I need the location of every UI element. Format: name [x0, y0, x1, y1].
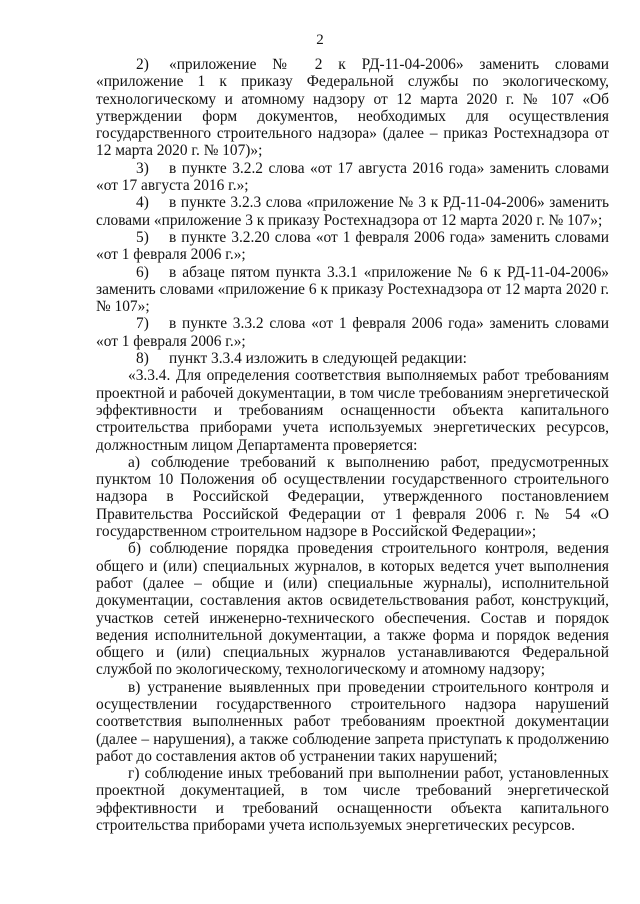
list-item-7 — [96, 315, 609, 350]
item-number: 8) — [136, 350, 149, 368]
item-number: 4) — [136, 194, 149, 212]
list-item-6 — [96, 264, 609, 316]
quoted-subitem-c: в) устранение выявленных при проведении строительного контроля и осуществлении государственного строительного надзора нарушений соответствия выполненных работ требованиям проектной документации (далее – нарушения), а также соблюдение запрета приступать к продолжению работ до составления актов об устранении таких нарушений; — [96, 678, 609, 765]
item-number: 2) — [136, 56, 149, 73]
list-item-2 — [96, 56, 609, 160]
item-number: 3) — [136, 159, 149, 177]
quoted-subitem-d: г) соблюдение иных требований при выполнении работ, установленных проектной документацией, в том числе требований энергетической эффективности и требований оснащенности объекта капитального строительства приборами учета используемых энергетических ресурсов. — [96, 765, 609, 835]
list-item-8 — [96, 350, 609, 367]
page-number: 2 — [316, 32, 324, 48]
list-item-4 — [96, 194, 609, 229]
item-number: 7) — [136, 315, 149, 333]
item-text: в абзаце пятом пункта 3.3.1 «приложение № 6 к РД-11-04-2006» заменить словами «приложение 6 к приказу Ростехнадзора от 12 марта 2020 г. № 107»; — [96, 263, 609, 316]
item-text: в пункте 3.2.3 слова «приложение № 3 к РД-11-04-2006» заменить словами «приложение 3 к приказу Ростехнадзора от 12 марта 2020 г. № 107»; — [96, 194, 609, 229]
quoted-subitem-a: а) соблюдение требований к выполнению работ, предусмотренных пунктом 10 Положения об осуществлении государственного строительного надзора в Российской Федерации, утвержденного постановлением Правительства Российской Федерации от 1 февраля 2006 г. № 54 «О государственном строительном надзоре в Российской Федерации»; — [96, 453, 609, 541]
item-text: пункт 3.3.4 изложить в следующей редакции: — [169, 350, 467, 368]
document-body — [96, 56, 609, 834]
item-number: 6) — [136, 263, 149, 281]
item-text: в пункте 3.3.2 слова «от 1 февраля 2006 года» заменить словами «от 1 февраля 2006 г.»; — [96, 315, 609, 350]
list-item-3 — [96, 160, 609, 195]
item-text: «приложение № 2 к РД-11-04-2006» заменить словами «приложение 1 к приказу Федеральной службы по экологическому, технологическому и атомному надзору от 12 марта 2020 г. № 107 «Об утверждении форм документов, необходимых для осуществления государственного строительного надзора» (далее – приказ Ростехнадзора от 12 марта 2020 г. № 107)»; — [96, 56, 609, 160]
list-item-5 — [96, 229, 609, 264]
quoted-paragraph-intro: «3.3.4. Для определения соответствия выполняемых работ требованиям проектной и рабочей документации, в том числе требованиям энергетической эффективности и требованиям оснащенности объекта капитального строительства приборами учета используемых энергетических ресурсов, должностным лицом Департамента проверяется: — [96, 367, 609, 454]
item-number: 5) — [136, 228, 149, 246]
item-text: в пункте 3.2.20 слова «от 1 февраля 2006 года» заменить словами «от 1 февраля 2006 г.»; — [96, 228, 609, 264]
quoted-subitem-b: б) соблюдение порядка проведения строительного контроля, ведения общего и (или) специальных журналов, в которых ведется учет выполнения работ (далее – общие и (или) специальные журналы), исполнительной документации, составления актов освидетельствования работ, конструкций, участков сетей инженерно-технического обеспечения. Состав и порядок ведения исполнительной документации, а также форма и порядок ведения общего и (или) специальных журналов устанавливаются Федеральной службой по экологическому, технологическому и атомному надзору; — [96, 540, 609, 679]
item-text: в пункте 3.2.2 слова «от 17 августа 2016 года» заменить словами «от 17 августа 2016 г.»; — [96, 159, 609, 195]
